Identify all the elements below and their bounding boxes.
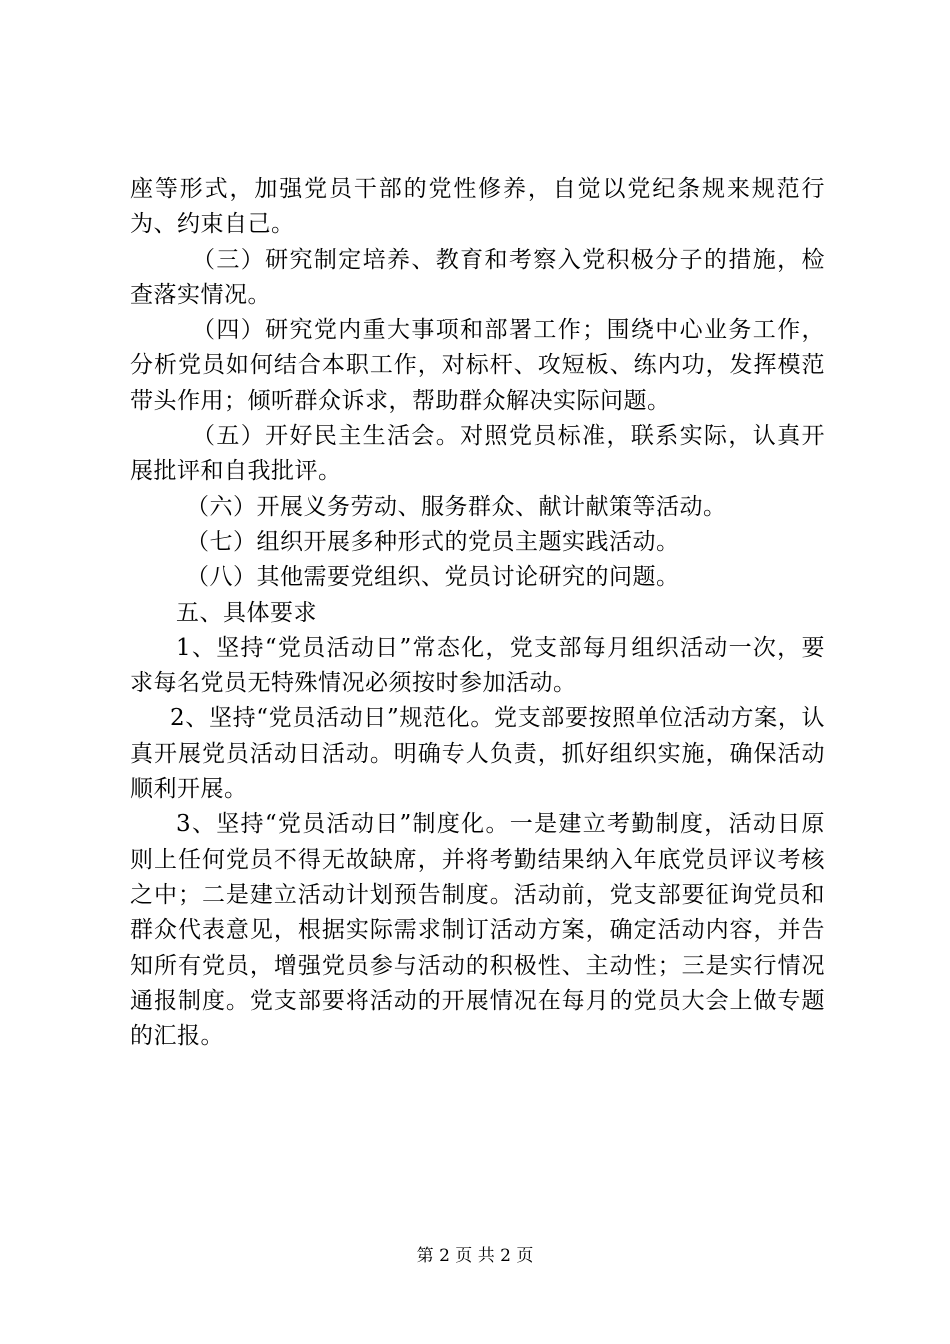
document-body xyxy=(130,172,825,1054)
paragraph-item-8: （八）其他需要党组织、党员讨论研究的问题。 xyxy=(186,564,680,591)
paragraph-item-4: （四）研究党内重大事项和部署工作；围绕中心业务工作，分析党员如何结合本职工作，对标杆、攻短板、练内功，发挥模范带头作用；倾听群众诉求，帮助群众解决实际问题。 xyxy=(130,317,825,414)
page-footer: 第 2 页 共 2 页 xyxy=(416,1246,534,1266)
paragraph-item-3: （三）研究制定培养、教育和考察入党积极分子的措施，检查落实情况。 xyxy=(130,246,825,308)
paragraph-continuation: 座等形式，加强党员干部的党性修养，自觉以党纪条规来规范行为、约束自己。 xyxy=(130,176,825,238)
section-heading-requirements: 五、具体要求 xyxy=(176,599,317,626)
paragraph-item-7: （七）组织开展多种形式的党员主题实践活动。 xyxy=(186,528,680,555)
paragraph-requirement-1: 1、坚持“党员活动日”常态化，党支部每月组织活动一次，要求每名党员无特殊情况必须按时参加活动。 xyxy=(130,634,825,697)
paragraph-item-6: （六）开展义务劳动、服务群众、献计献策等活动。 xyxy=(186,493,727,520)
paragraph-item-5: （五）开好民主生活会。对照党员标准，联系实际，认真开展批评和自我批评。 xyxy=(130,423,825,485)
paragraph-requirement-2: 2、坚持“党员活动日”规范化。党支部要按照单位活动方案，认真开展党员活动日活动。明确专人负责，抓好组织实施，确保活动顺利开展。 xyxy=(130,705,825,803)
paragraph-requirement-3: 3、坚持“党员活动日”制度化。一是建立考勤制度，活动日原则上任何党员不得无故缺席，并将考勤结果纳入年底党员评议考核之中；二是建立活动计划预告制度。活动前，党支部要征询党员和群众代表意见，根据实际需求制订活动方案，确定活动内容，并告知所有党员，增强党员参与活动的积极性、主动性；三是实行情况通报制度。党支部要将活动的开展情况在每月的党员大会上做专题的汇报。 xyxy=(130,811,825,1050)
